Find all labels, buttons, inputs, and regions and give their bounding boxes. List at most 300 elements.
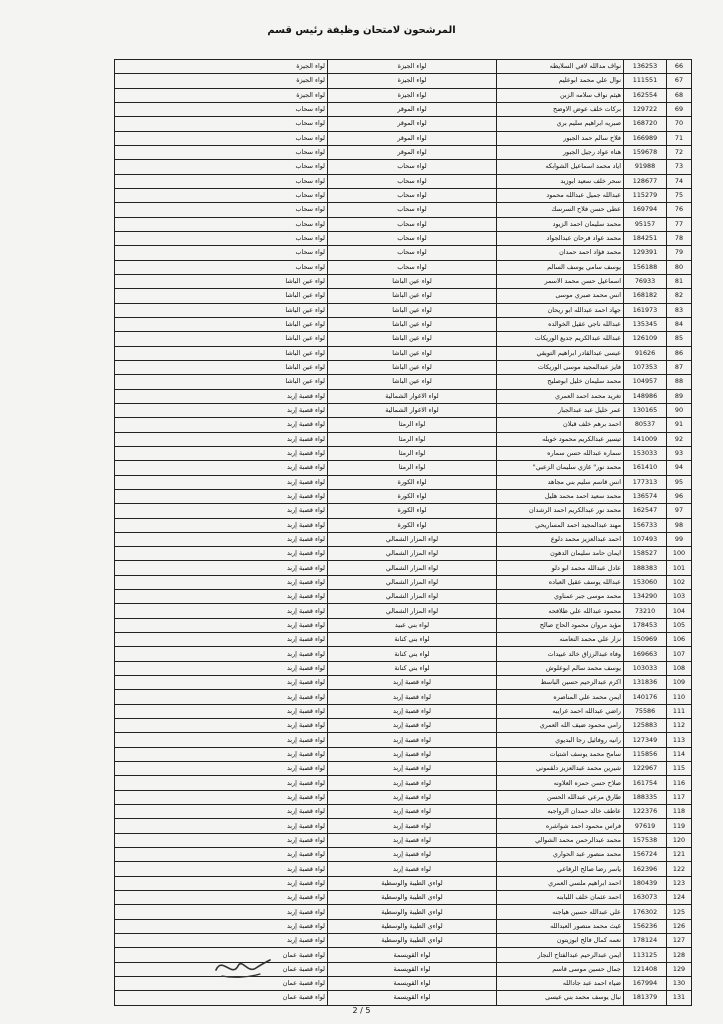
candidate-name-cell: غيث محمد منصور العبدالله <box>497 919 624 933</box>
table-row <box>115 375 692 389</box>
candidate-name-cell: صبريه ابراهيم سليم بري <box>497 117 624 131</box>
candidate-name-cell: محمد نور عبدالكريم احمد الرشدان <box>497 504 624 518</box>
table-row <box>115 934 692 948</box>
table-row <box>115 790 692 804</box>
table-row <box>115 131 692 145</box>
candidate-name-cell: وفاء عبدالرزاق خالد عبيدات <box>497 647 624 661</box>
row-number-cell: 70 <box>667 117 692 131</box>
row-number-cell: 92 <box>667 432 692 446</box>
row-number-cell: 109 <box>667 676 692 690</box>
table-row <box>115 962 692 976</box>
directorate-cell: لواء الجيزة <box>115 60 328 74</box>
directorate-cell: لواء عين الباشا <box>115 303 328 317</box>
directorate-cell: لواء قصبة إربد <box>115 891 328 905</box>
table-row <box>115 833 692 847</box>
table-row <box>115 747 692 761</box>
candidate-name-cell: محمد سليمان احمد الزيود <box>497 217 624 231</box>
directorate-cell: لواء قصبة إربد <box>115 618 328 632</box>
district-cell: لواء عين الباشا <box>328 303 497 317</box>
candidate-name-cell: سامح محمد يوسف اشتيات <box>497 747 624 761</box>
row-number-cell: 66 <box>667 60 692 74</box>
table-row <box>115 762 692 776</box>
table-row <box>115 704 692 718</box>
candidate-name-cell: محمد عبدالرحمن محمد الشوالي <box>497 833 624 847</box>
table-row <box>115 991 692 1005</box>
candidate-id-cell: 115856 <box>624 747 667 761</box>
candidate-name-cell: ايمن عبدالرحيم عبدالفتاح النجار <box>497 948 624 962</box>
candidate-name-cell: اياد محمد اسماعيل الشوابكه <box>497 160 624 174</box>
table-row <box>115 88 692 102</box>
district-cell: لواء عين الباشا <box>328 317 497 331</box>
candidate-name-cell: فايز عبدالمجيد موسى الوريكات <box>497 360 624 374</box>
district-cell: لواء الرمثا <box>328 446 497 460</box>
directorate-cell: لواء سحاب <box>115 102 328 116</box>
candidate-id-cell: 125883 <box>624 719 667 733</box>
row-number-cell: 119 <box>667 819 692 833</box>
row-number-cell: 107 <box>667 647 692 661</box>
directorate-cell: لواء عين الباشا <box>115 317 328 331</box>
candidate-name-cell: تيسير عبدالكريم محمود خويله <box>497 432 624 446</box>
table-row <box>115 876 692 890</box>
directorate-cell: لواء قصبة إربد <box>115 647 328 661</box>
district-cell: لواء قصبة إربد <box>328 833 497 847</box>
table-row <box>115 461 692 475</box>
table-row <box>115 332 692 346</box>
directorate-cell: لواء عين الباشا <box>115 360 328 374</box>
table-row <box>115 246 692 260</box>
directorate-cell: لواء قصبة إربد <box>115 575 328 589</box>
district-cell: لواء عين الباشا <box>328 274 497 288</box>
table-row <box>115 289 692 303</box>
candidate-id-cell: 80537 <box>624 418 667 432</box>
table-row <box>115 203 692 217</box>
row-number-cell: 69 <box>667 102 692 116</box>
row-number-cell: 74 <box>667 174 692 188</box>
district-cell: لواء عين الباشا <box>328 346 497 360</box>
candidate-id-cell: 162554 <box>624 88 667 102</box>
candidate-id-cell: 158527 <box>624 547 667 561</box>
table-row <box>115 647 692 661</box>
row-number-cell: 77 <box>667 217 692 231</box>
district-cell: لواء سحاب <box>328 217 497 231</box>
district-cell: لواء الاغوار الشمالية <box>328 403 497 417</box>
table-row <box>115 274 692 288</box>
directorate-cell: لواء قصبة إربد <box>115 432 328 446</box>
row-number-cell: 99 <box>667 532 692 546</box>
candidate-name-cell: راضي عبدالله احمد غرايبه <box>497 704 624 718</box>
directorate-cell: لواء سحاب <box>115 131 328 145</box>
candidate-name-cell: مؤيد مروان محمود الحاج صالح <box>497 618 624 632</box>
district-cell: لواء قصبة إربد <box>328 747 497 761</box>
candidate-name-cell: عبدالله ناجي عقيل الخوالده <box>497 317 624 331</box>
district-cell: لواء الجيزة <box>328 60 497 74</box>
row-number-cell: 122 <box>667 862 692 876</box>
candidate-id-cell: 129391 <box>624 246 667 260</box>
candidate-name-cell: اكرم عبدالرحيم حسين الباسط <box>497 676 624 690</box>
row-number-cell: 127 <box>667 934 692 948</box>
row-number-cell: 113 <box>667 733 692 747</box>
district-cell: لواء الجيزة <box>328 74 497 88</box>
candidate-name-cell: ياسر رضا صالح الرفاعي <box>497 862 624 876</box>
row-number-cell: 126 <box>667 919 692 933</box>
candidate-id-cell: 91626 <box>624 346 667 360</box>
candidate-id-cell: 153060 <box>624 575 667 589</box>
candidate-name-cell: ايمان حامد سليمان الدهون <box>497 547 624 561</box>
table-row <box>115 604 692 618</box>
table-row <box>115 948 692 962</box>
directorate-cell: لواء قصبة إربد <box>115 604 328 618</box>
directorate-cell: لواء عين الباشا <box>115 332 328 346</box>
table-row <box>115 690 692 704</box>
candidate-id-cell: 163073 <box>624 891 667 905</box>
candidate-name-cell: محمد موسى جبر عمناوي <box>497 590 624 604</box>
page-title: المرشحون لامتحان وظيفة رئيس قسم <box>267 25 456 36</box>
district-cell: لواءي الطيبة والوسطية <box>328 876 497 890</box>
candidate-id-cell: 161973 <box>624 303 667 317</box>
district-cell: لواء الموقر <box>328 131 497 145</box>
candidate-id-cell: 156733 <box>624 518 667 532</box>
row-number-cell: 101 <box>667 561 692 575</box>
district-cell: لواء عين الباشا <box>328 332 497 346</box>
candidate-id-cell: 127349 <box>624 733 667 747</box>
table-row <box>115 518 692 532</box>
candidate-id-cell: 107493 <box>624 532 667 546</box>
district-cell: لواء بني كنانة <box>328 633 497 647</box>
district-cell: لواء المزار الشمالي <box>328 547 497 561</box>
directorate-cell: لواء قصبة إربد <box>115 518 328 532</box>
row-number-cell: 81 <box>667 274 692 288</box>
candidate-id-cell: 169794 <box>624 203 667 217</box>
candidate-name-cell: هناء عواد رجيل الجبور <box>497 145 624 159</box>
row-number-cell: 82 <box>667 289 692 303</box>
district-cell: لواء الجيزة <box>328 88 497 102</box>
district-cell: لواء قصبة إربد <box>328 790 497 804</box>
directorate-cell: لواء قصبة إربد <box>115 862 328 876</box>
district-cell: لواء عين الباشا <box>328 375 497 389</box>
district-cell: لواء قصبة إربد <box>328 762 497 776</box>
district-cell: لواء الكورة <box>328 518 497 532</box>
candidate-id-cell: 156236 <box>624 919 667 933</box>
row-number-cell: 83 <box>667 303 692 317</box>
candidate-name-cell: هيثم نواف سلامه الزبن <box>497 88 624 102</box>
candidate-id-cell: 176302 <box>624 905 667 919</box>
table-row <box>115 819 692 833</box>
district-cell: لواء قصبة إربد <box>328 805 497 819</box>
candidate-name-cell: طارق مرعي عبدالله الحسن <box>497 790 624 804</box>
candidate-name-cell: احمد ابراهيم ملسي العمري <box>497 876 624 890</box>
candidate-name-cell: عبدالله يوسف عقيل العباده <box>497 575 624 589</box>
candidate-id-cell: 122967 <box>624 762 667 776</box>
row-number-cell: 111 <box>667 704 692 718</box>
table-row <box>115 432 692 446</box>
directorate-cell: لواء قصبة إربد <box>115 690 328 704</box>
table-row <box>115 403 692 417</box>
district-cell: لواء بني كنانة <box>328 647 497 661</box>
candidate-name-cell: محمد نور" غازي سليمان الزعبي" <box>497 461 624 475</box>
table-row <box>115 174 692 188</box>
table-row <box>115 231 692 245</box>
table-row <box>115 489 692 503</box>
table-row <box>115 317 692 331</box>
directorate-cell: لواء قصبة إربد <box>115 676 328 690</box>
candidate-id-cell: 157538 <box>624 833 667 847</box>
table-row <box>115 618 692 632</box>
table-row <box>115 532 692 546</box>
candidate-name-cell: رامي محمود ضيف الله العمري <box>497 719 624 733</box>
table-row <box>115 905 692 919</box>
directorate-cell: لواء قصبة إربد <box>115 475 328 489</box>
candidate-id-cell: 126109 <box>624 332 667 346</box>
directorate-cell: لواء قصبة إربد <box>115 547 328 561</box>
district-cell: لواء القويسمة <box>328 991 497 1005</box>
row-number-cell: 105 <box>667 618 692 632</box>
row-number-cell: 120 <box>667 833 692 847</box>
candidate-name-cell: عمر خليل عبد عبدالجبار <box>497 403 624 417</box>
row-number-cell: 106 <box>667 633 692 647</box>
district-cell: لواء الرمثا <box>328 418 497 432</box>
row-number-cell: 98 <box>667 518 692 532</box>
directorate-cell: لواء سحاب <box>115 145 328 159</box>
candidate-name-cell: انس محمد صبري موسى <box>497 289 624 303</box>
candidate-name-cell: عبدالله جميل عبدالله محمود <box>497 188 624 202</box>
row-number-cell: 90 <box>667 403 692 417</box>
district-cell: لواء سحاب <box>328 246 497 260</box>
row-number-cell: 116 <box>667 776 692 790</box>
candidate-id-cell: 161754 <box>624 776 667 790</box>
district-cell: لواء الكورة <box>328 475 497 489</box>
row-number-cell: 104 <box>667 604 692 618</box>
row-number-cell: 118 <box>667 805 692 819</box>
table-row <box>115 60 692 74</box>
candidate-id-cell: 150969 <box>624 633 667 647</box>
row-number-cell: 86 <box>667 346 692 360</box>
directorate-cell: لواء قصبة إربد <box>115 934 328 948</box>
row-number-cell: 97 <box>667 504 692 518</box>
row-number-cell: 117 <box>667 790 692 804</box>
directorate-cell: لواء قصبة عمان <box>115 977 328 991</box>
directorate-cell: لواء قصبة إربد <box>115 819 328 833</box>
candidate-id-cell: 130165 <box>624 403 667 417</box>
candidate-id-cell: 107353 <box>624 360 667 374</box>
candidate-name-cell: شيرين محمد عبدالعزيز دلقموني <box>497 762 624 776</box>
candidate-id-cell: 153033 <box>624 446 667 460</box>
directorate-cell: لواء قصبة إربد <box>115 418 328 432</box>
district-cell: لواء بني كنانة <box>328 661 497 675</box>
candidate-id-cell: 167994 <box>624 977 667 991</box>
table-row <box>115 446 692 460</box>
directorate-cell: لواء قصبة إربد <box>115 747 328 761</box>
table-row <box>115 805 692 819</box>
candidate-name-cell: محمد منصور عبد الحواري <box>497 848 624 862</box>
table-row <box>115 217 692 231</box>
district-cell: لواءي الطيبة والوسطية <box>328 919 497 933</box>
district-cell: لواء المزار الشمالي <box>328 590 497 604</box>
district-cell: لواءي الطيبة والوسطية <box>328 891 497 905</box>
row-number-cell: 94 <box>667 461 692 475</box>
row-number-cell: 103 <box>667 590 692 604</box>
row-number-cell: 80 <box>667 260 692 274</box>
candidate-name-cell: نزار علي محمد النعامنه <box>497 633 624 647</box>
directorate-cell: لواء قصبة إربد <box>115 704 328 718</box>
candidate-id-cell: 103033 <box>624 661 667 675</box>
candidate-id-cell: 73210 <box>624 604 667 618</box>
candidate-id-cell: 156724 <box>624 848 667 862</box>
signature-scribble <box>212 948 272 982</box>
candidate-id-cell: 121408 <box>624 962 667 976</box>
row-number-cell: 96 <box>667 489 692 503</box>
directorate-cell: لواء قصبة عمان <box>115 962 328 976</box>
directorate-cell: لواء قصبة إربد <box>115 805 328 819</box>
candidate-name-cell: احمد برهم خلف قبلان <box>497 418 624 432</box>
directorate-cell: لواء قصبة إربد <box>115 633 328 647</box>
directorate-cell: لواء عين الباشا <box>115 289 328 303</box>
table-row <box>115 862 692 876</box>
candidate-id-cell: 178453 <box>624 618 667 632</box>
candidates-table-body <box>115 60 692 1006</box>
row-number-cell: 68 <box>667 88 692 102</box>
table-row <box>115 74 692 88</box>
candidate-name-cell: محمد سليمان خليل ابوصليح <box>497 375 624 389</box>
district-cell: لواء سحاب <box>328 188 497 202</box>
candidate-id-cell: 76933 <box>624 274 667 288</box>
row-number-cell: 67 <box>667 74 692 88</box>
candidate-id-cell: 140176 <box>624 690 667 704</box>
district-cell: لواء قصبة إربد <box>328 690 497 704</box>
district-cell: لواء الاغوار الشمالية <box>328 389 497 403</box>
directorate-cell: لواء سحاب <box>115 160 328 174</box>
table-row <box>115 260 692 274</box>
candidate-name-cell: صلاح حسن حمزه العلاونه <box>497 776 624 790</box>
candidate-name-cell: محمود عبدالله علي طلافحه <box>497 604 624 618</box>
directorate-cell: لواء قصبة إربد <box>115 532 328 546</box>
district-cell: لواء المزار الشمالي <box>328 575 497 589</box>
directorate-cell: لواء قصبة إربد <box>115 389 328 403</box>
district-cell: لواء الرمثا <box>328 461 497 475</box>
candidate-id-cell: 161410 <box>624 461 667 475</box>
district-cell: لواء سحاب <box>328 231 497 245</box>
candidate-id-cell: 181379 <box>624 991 667 1005</box>
candidates-table <box>114 59 692 1006</box>
candidate-id-cell: 169663 <box>624 647 667 661</box>
table-row <box>115 977 692 991</box>
candidate-id-cell: 168720 <box>624 117 667 131</box>
district-cell: لواء بني عبيد <box>328 618 497 632</box>
candidate-name-cell: احمد عبدالعزيز محمد دلوع <box>497 532 624 546</box>
directorate-cell: لواء الجيزة <box>115 74 328 88</box>
district-cell: لواء المزار الشمالي <box>328 604 497 618</box>
row-number-cell: 100 <box>667 547 692 561</box>
directorate-cell: لواء سحاب <box>115 117 328 131</box>
row-number-cell: 131 <box>667 991 692 1005</box>
table-row <box>115 117 692 131</box>
candidate-name-cell: علي عبدالله حسين هياجنه <box>497 905 624 919</box>
directorate-cell: لواء قصبة إربد <box>115 876 328 890</box>
candidate-name-cell: محمد عواد فرحان عبدالجواد <box>497 231 624 245</box>
candidate-name-cell: ايمن محمد علي المناصره <box>497 690 624 704</box>
row-number-cell: 79 <box>667 246 692 260</box>
table-row <box>115 590 692 604</box>
district-cell: لواء سحاب <box>328 174 497 188</box>
directorate-cell: لواء قصبة إربد <box>115 461 328 475</box>
district-cell: لواء قصبة إربد <box>328 676 497 690</box>
candidate-id-cell: 134290 <box>624 590 667 604</box>
candidate-name-cell: سحر خلف سعيد ابوزيد <box>497 174 624 188</box>
directorate-cell: لواء قصبة إربد <box>115 719 328 733</box>
row-number-cell: 73 <box>667 160 692 174</box>
table-row <box>115 188 692 202</box>
row-number-cell: 124 <box>667 891 692 905</box>
row-number-cell: 121 <box>667 848 692 862</box>
directorate-cell: لواء قصبة إربد <box>115 919 328 933</box>
directorate-cell: لواء قصبة إربد <box>115 733 328 747</box>
district-cell: لواء سحاب <box>328 203 497 217</box>
candidate-id-cell: 159678 <box>624 145 667 159</box>
row-number-cell: 87 <box>667 360 692 374</box>
candidate-id-cell: 188335 <box>624 790 667 804</box>
candidate-name-cell: فلاح سالم حمد الجبور <box>497 131 624 145</box>
row-number-cell: 71 <box>667 131 692 145</box>
district-cell: لواء قصبة إربد <box>328 848 497 862</box>
candidate-name-cell: نواف مدالله لافي السلايطه <box>497 60 624 74</box>
directorate-cell: لواء قصبة عمان <box>115 948 328 962</box>
row-number-cell: 78 <box>667 231 692 245</box>
candidate-name-cell: رانيه روفائيل رجا البديوي <box>497 733 624 747</box>
district-cell: لواء المزار الشمالي <box>328 561 497 575</box>
candidate-name-cell: يوسف محمد سالم ابوعلوش <box>497 661 624 675</box>
candidate-id-cell: 104957 <box>624 375 667 389</box>
district-cell: لواء عين الباشا <box>328 360 497 374</box>
row-number-cell: 130 <box>667 977 692 991</box>
district-cell: لواء قصبة إربد <box>328 776 497 790</box>
row-number-cell: 129 <box>667 962 692 976</box>
table-row <box>115 776 692 790</box>
table-row <box>115 145 692 159</box>
candidate-id-cell: 180439 <box>624 876 667 890</box>
candidate-id-cell: 91988 <box>624 160 667 174</box>
row-number-cell: 88 <box>667 375 692 389</box>
directorate-cell: لواء الجيزة <box>115 88 328 102</box>
table-row <box>115 547 692 561</box>
table-row <box>115 919 692 933</box>
candidate-id-cell: 166989 <box>624 131 667 145</box>
directorate-cell: لواء قصبة إربد <box>115 905 328 919</box>
candidate-id-cell: 95157 <box>624 217 667 231</box>
candidate-id-cell: 184251 <box>624 231 667 245</box>
table-row <box>115 346 692 360</box>
row-number-cell: 108 <box>667 661 692 675</box>
table-row <box>115 504 692 518</box>
directorate-cell: لواء قصبة إربد <box>115 403 328 417</box>
candidate-name-cell: نوال علي محمد ابوعليم <box>497 74 624 88</box>
district-cell: لواء سحاب <box>328 160 497 174</box>
candidate-name-cell: احمد عثمان خلف اللبابنه <box>497 891 624 905</box>
candidate-id-cell: 122376 <box>624 805 667 819</box>
directorate-cell: لواء سحاب <box>115 231 328 245</box>
candidate-id-cell: 135345 <box>624 317 667 331</box>
table-row <box>115 475 692 489</box>
row-number-cell: 95 <box>667 475 692 489</box>
row-number-cell: 75 <box>667 188 692 202</box>
row-number-cell: 93 <box>667 446 692 460</box>
candidate-id-cell: 178124 <box>624 934 667 948</box>
directorate-cell: لواء قصبة إربد <box>115 776 328 790</box>
candidate-name-cell: عيسى عبدالقادر ابراهيم التويقي <box>497 346 624 360</box>
row-number-cell: 84 <box>667 317 692 331</box>
candidate-id-cell: 168182 <box>624 289 667 303</box>
candidate-name-cell: عبدالله عبدالكريم جديع الوريكات <box>497 332 624 346</box>
candidate-name-cell: مهند عبدالمجيد احمد المساريحي <box>497 518 624 532</box>
row-number-cell: 125 <box>667 905 692 919</box>
